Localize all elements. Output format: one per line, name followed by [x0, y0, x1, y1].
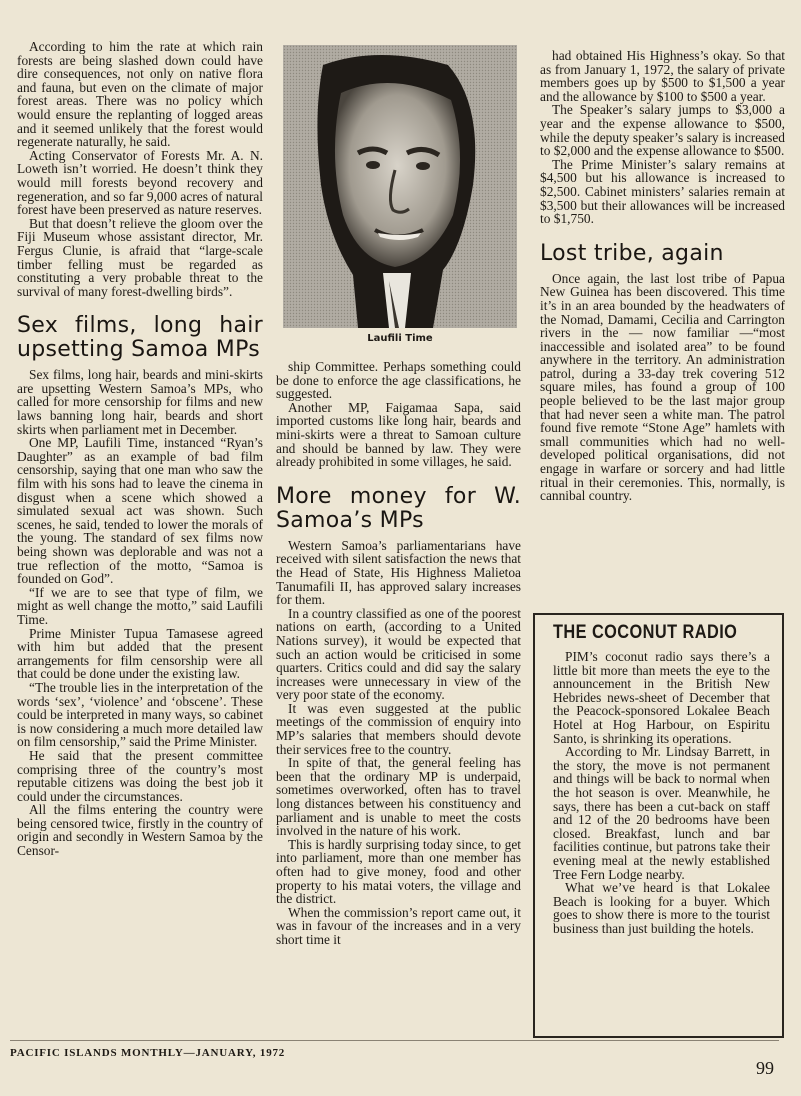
paragraph: What we’ve heard is that Lokalee Beach is looking for a buyer. Which goes to show there is more to the tourist business than just building the hotels.	[553, 880, 770, 936]
headline-lost-tribe: Lost tribe, again	[540, 240, 724, 266]
paragraph: He said that the present committee comprising three of the country’s most reputable citizens was doing the best job it could under the circumstances.	[17, 747, 263, 804]
headline-more-money: More money for W. Samoa’s MPs	[276, 483, 521, 533]
paragraph: When the commission’s report came out, it was in favour of the increases and in a very short time it	[276, 904, 521, 947]
paragraph: Once again, the last lost tribe of Papua New Guinea has been discovered. This time it’s in an area bounded by the headwaters of the Nomad, Damami, Cecilia and Carrington rivers in the — now familiar —“most inaccessible and isolated area” to be found anywhere in the territory. An administration patrol, during a 33-day trek covering 512 square miles, has found a group of 100 people believed to be the last major group that had never seen a white man. The patrol found five remote “Stone Age” hamlets with small communities which had no well-developed political organisations, did not engage in warfare or sorcery and had little ritual in their ceremonies. This, normally, is cannibal country.	[540, 270, 785, 504]
paragraph: It was even suggested at the public meetings of the commission of enquiry into MP’s salaries that members should devote their services free to the country.	[276, 700, 521, 757]
paragraph: PIM’s coconut radio says there’s a little bit more than meets the eye to the announcement in the British New Hebrides news-sheet of December that the Peacock-sponsored Lokalee Beach Hotel at Hog Harbour, on Espiritu Santo, is shrinking its operations.	[553, 649, 770, 746]
paragraph: All the films entering the country were being censored twice, firstly in the country of origin and secondly in Western Samoa by the Censor-	[17, 802, 263, 859]
paragraph: But that doesn’t relieve the gloom over the Fiji Museum whose assistant director, Mr. Fergus Clunie, is afraid that “large-scale timber felling must be regarded as constituting a very probable threat to the survival of many forest-dwelling birds”.	[17, 215, 263, 299]
masthead-footer: PACIFIC ISLANDS MONTHLY—JANUARY, 1972	[10, 1047, 286, 1059]
portrait-illustration	[283, 45, 517, 328]
column-1	[17, 40, 263, 858]
portrait-photo	[283, 45, 517, 328]
paragraph: Western Samoa’s parliamentarians have received with silent satisfaction the news that the Head of State, His Highness Malietoa Tanumafili II, has approved salary increases for them.	[276, 537, 521, 608]
paragraph: Sex films, long hair, beards and mini-skirts are upsetting Western Samoa’s MPs, who called for more censorship for films and new laws banning long hair, beards and short skirts when parliament met in December.	[17, 367, 263, 437]
coconut-radio-box	[533, 613, 784, 1038]
paragraph: This is hardly surprising today since, to get into parliament, more than one member has often had to give money, food and other property to his matai voters, the village and the district.	[276, 836, 521, 907]
paragraph: In a country classified as one of the poorest nations on earth, (according to a United Nations survey), it would be expected that such an action would be criticised in some quarters. Critics could and did say the salary increases were unnecessary in view of the very poor state of the economy.	[276, 605, 521, 703]
paragraph: ship Committee. Perhaps something could be done to enforce the age classifications, he suggested.	[276, 359, 521, 402]
paragraph: had obtained His Highness’s okay. So that as from January 1, 1972, the salary of private members goes up by $500 to $1,500 a year and the allowance by $100 to $500 a year.	[540, 48, 785, 104]
column-3	[540, 49, 785, 503]
paragraph: In spite of that, the general feeling has been that the ordinary MP is underpaid, sometimes overworked, often has to travel long distances between his constituency and parliament and is unable to meet the costs involved in the nature of his work.	[276, 755, 521, 839]
footer-rule	[10, 1040, 779, 1041]
paragraph: “If we are to see that type of film, we might as well change the motto,” said Laufili Time.	[17, 584, 263, 627]
paragraph: According to Mr. Lindsay Barrett, in the story, the move is not permanent and things will be back to normal when the hot season is over. Meanwhile, he says, there has been a cut-back on staff and 12 of the 20 bedrooms have been closed. Breakfast, lunch and bar facilities continue, but patrons take their evening meal at the newly established Tree Fern Lodge nearby.	[553, 744, 770, 882]
paragraph: “The trouble lies in the interpretation of the words ‘sex’, ‘violence’ and ‘obscene’. These could be interpreted in many ways, so cabinet is now considering a much more detailed law on film censorship,” said the Prime Minister.	[17, 679, 263, 750]
paragraph: The Speaker’s salary jumps to $3,000 a year and the expense allowance to $500, while the deputy speaker’s salary is increased to $2,000 and the expense allowance to $500.	[540, 102, 785, 159]
paragraph: One MP, Laufili Time, instanced “Ryan’s Daughter” as an example of bad film censorship, saying that one man who saw the film with his sons had to leave the cinema in disgust when a scene which showed a simulated sexual act was shown. Such scenes, he said, tended to lower the morals of the young. The standard of sex films now being shown was deplorable and was not a true reflection of the motto, “Samoa is founded on God”.	[17, 435, 263, 587]
paragraph: The Prime Minister’s salary remains at $4,500 but his allowance is increased to $2,500. Cabinet ministers’ salaries remain at $3,500 but their allowances will be increased to $1,750.	[540, 156, 785, 227]
photo-caption: Laufili Time	[367, 333, 433, 344]
box-title: THE COCONUT RADIO	[553, 622, 738, 643]
paragraph: Another MP, Faigamaa Sapa, said imported customs like long hair, beards and mini-skirts were a threat to Samoan culture and should be banned by law. They were already prohibited in some villages, he said.	[276, 399, 521, 470]
paragraph: According to him the rate at which rain forests are being slashed down could have dire consequences, not only on native flora and fauna, but even on the climate of major forest areas. There was no policy which would ensure the replanting of logged areas and it seemed unlikely that the forest would regenerate naturally, he said.	[17, 39, 263, 150]
column-2	[276, 360, 521, 947]
paragraph: Prime Minister Tupua Tamasese agreed with him but added that the present arrangements for film censorship were all that could be done under the existing law.	[17, 625, 263, 682]
paragraph: Acting Conservator of Forests Mr. A. N. Loweth isn’t worried. He doesn’t think they would mill forests beyond recovery and regeneration, and so far 9,000 acres of natural forest have been preserved as nature reserves.	[17, 147, 263, 218]
headline-sex-films: Sex films, long hair upsetting Samoa MPs	[17, 313, 263, 363]
page-number: 99	[756, 1058, 774, 1078]
